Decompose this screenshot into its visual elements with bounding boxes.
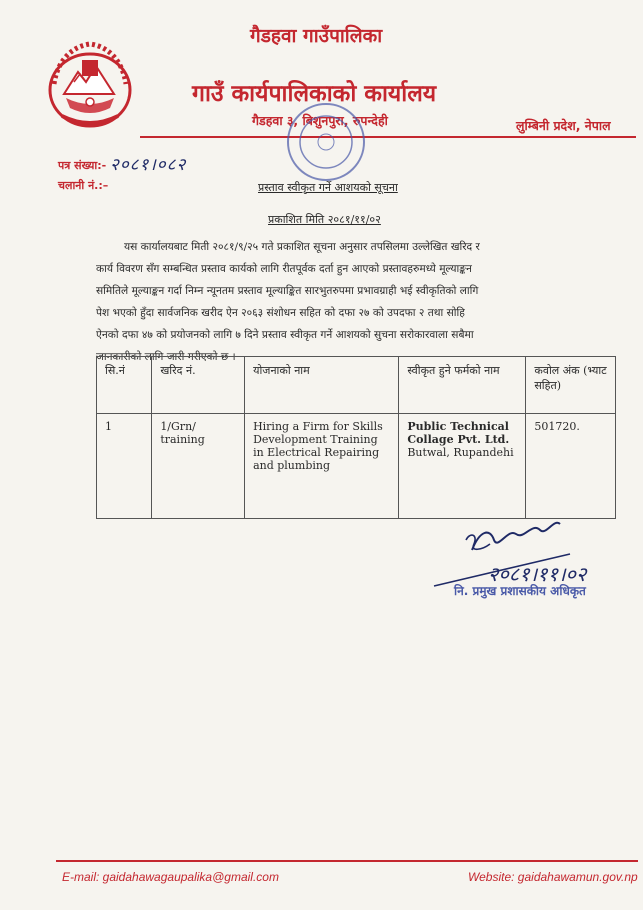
patra-sankhya-value: २०८१।०८२ <box>110 155 187 175</box>
body-line: समितिले मूल्याङ्कन गर्दा निम्न न्यूनतम प्रस्ताव मूल्याङ्कित सारभुतरुपमा प्रभावग्राही भई स्वीकृतिको लागि <box>96 285 479 297</box>
bid-table <box>96 356 616 519</box>
signature-date: २०८१।११।०२ <box>488 562 587 586</box>
body-line: ऐनको दफा ४७ को प्रयोजनको लागि ७ दिने प्रस्ताव स्वीकृत गर्ने आशयको सुचना सरोकारवाला सबैमा <box>96 329 474 341</box>
header-firm: स्वीकृत हुने फर्मको नाम <box>399 357 526 414</box>
office-type-title: गाउँ कार्यपालिकाको कार्यालय <box>192 81 437 107</box>
cell-kabol: 501720. <box>526 414 616 519</box>
header-sn: सि.नं <box>97 357 152 414</box>
cell-firm <box>399 414 526 519</box>
body-line: पेश भएको हुँदा सार्वजनिक खरीद ऐन २०६३ संशोधन सहित को दफा २७ को उपदफा २ तथा सोहि <box>96 307 465 319</box>
published-date: प्रकाशित मिति २०८१/११/०२ <box>268 213 381 226</box>
cell-sn: 1 <box>97 414 152 519</box>
notice-body <box>96 236 636 368</box>
office-name: गैडहवा गाउँपालिका <box>250 25 383 47</box>
office-province: लुम्बिनी प्रदेश, नेपाल <box>516 118 611 133</box>
nepal-emblem-logo <box>44 38 136 134</box>
firm-address: Butwal, Rupandehi <box>407 446 514 459</box>
footer-website: Website: gaidahawamun.gov.np <box>468 870 638 884</box>
body-line: कार्य विवरण सँग सम्बन्धित प्रस्ताव कार्यको लागि रीतपूर्वक दर्ता हुन आएको प्रस्तावहरुमध्ये मूल्याङ्कन <box>96 263 472 275</box>
chalani-label: चलानी नं.:– <box>58 179 109 192</box>
footer-email: E-mail: gaidahawagaupalika@gmail.com <box>62 870 279 884</box>
cell-yojana: Hiring a Firm for Skills Development Training in Electrical Repairing and plumbing <box>245 414 399 519</box>
table-header-row <box>97 357 616 414</box>
office-seal-stamp <box>284 100 368 184</box>
notice-subject: प्रस्ताव स्वीकृत गर्ने आशयको सूचना <box>258 181 398 194</box>
table-row <box>97 414 616 519</box>
signer-title: नि. प्रमुख प्रशासकीय अधिकृत <box>454 584 586 598</box>
firm-name: Public Technical Collage Pvt. Ltd. <box>407 420 510 446</box>
patra-sankhya-label: पत्र संख्या:- <box>58 159 107 172</box>
header-kabol: कवोल अंक (भ्याट सहित) <box>526 357 616 414</box>
office-address: गैडहवा ३, बिशुनपुरा, रुपन्देही <box>252 113 388 128</box>
body-line: जानकारीको लागि जारी गरीएको छ । <box>96 351 236 363</box>
header-divider <box>140 136 636 138</box>
body-line: यस कार्यालयबाट मिती २०८१/९/२५ गते प्रकाशित सूचना अनुसार तपसिलमा उल्लेखित खरिद र <box>124 241 480 253</box>
header-yojana: योजनाको नाम <box>245 357 399 414</box>
cell-kharid: 1/Grn/ training <box>152 414 245 519</box>
footer-divider <box>56 860 638 862</box>
header-kharid: खरिद नं. <box>152 357 245 414</box>
